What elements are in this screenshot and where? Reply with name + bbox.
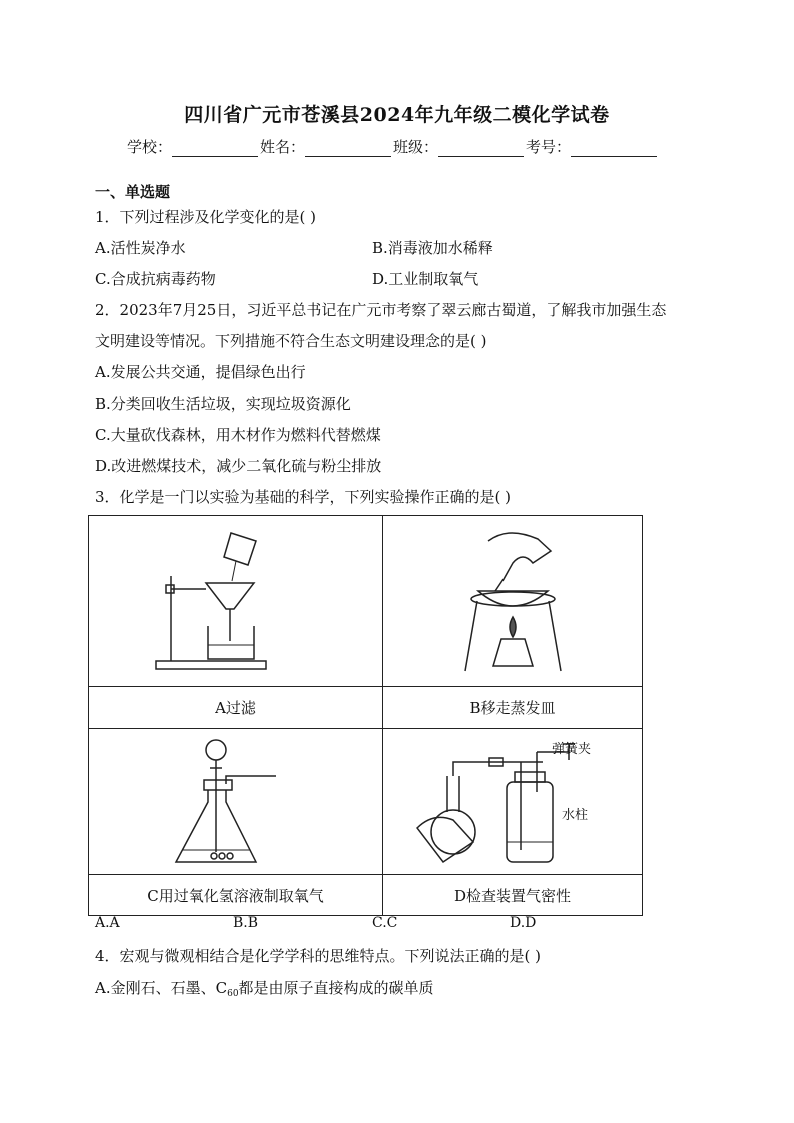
q2-option-c: C.大量砍伐森林，用木材作为燃料代替燃煤 xyxy=(95,426,381,444)
q2-stem-line1: 2．2023年7月25日，习近平总书记在广元市考察了翠云廊古蜀道，了解我市加强生态 xyxy=(95,301,667,319)
q1-option-b: B.消毒液加水稀释 xyxy=(372,239,493,257)
q3-options-table xyxy=(88,515,643,916)
q3-answer-a: A.A xyxy=(95,915,120,931)
exam-no-blank[interactable] xyxy=(571,142,657,157)
q3-caption-d: D检查装置气密性 xyxy=(383,875,643,916)
evaporating-dish-hand-icon xyxy=(433,521,593,681)
q1-option-c: C.合成抗病毒药物 xyxy=(95,270,216,288)
student-info-line xyxy=(127,136,659,157)
q2-stem-line2: 文明建设等情况。下列措施不符合生态文明建设理念的是( ) xyxy=(95,332,487,350)
name-blank[interactable] xyxy=(305,142,391,157)
q3-stem: 3．化学是一门以实验为基础的科学，下列实验操作正确的是( ) xyxy=(95,488,512,506)
q2-option-d: D.改进燃煤技术，减少二氧化硫与粉尘排放 xyxy=(95,457,382,475)
exam-no-label: 考号： xyxy=(526,138,572,156)
q3-image-a-cell xyxy=(89,516,383,687)
class-label: 班级： xyxy=(393,138,439,156)
q2-option-b: B.分类回收生活垃圾，实现垃圾资源化 xyxy=(95,395,351,413)
q4-stem: 4．宏观与微观相结合是化学学科的思维特点。下列说法正确的是( ) xyxy=(95,947,542,965)
q3-caption-b: B移走蒸发皿 xyxy=(383,687,643,729)
q3-caption-c: C用过氧化氢溶液制取氧气 xyxy=(89,875,383,916)
q1-option-a: A.活性炭净水 xyxy=(95,239,186,257)
q3-caption-a: A过滤 xyxy=(89,687,383,729)
class-blank[interactable] xyxy=(438,142,524,157)
q2-option-a: A.发展公共交通，提倡绿色出行 xyxy=(95,363,306,381)
section-heading: 一、单选题 xyxy=(95,183,171,201)
water-column-label: 水柱 xyxy=(562,808,589,823)
q3-image-d-cell xyxy=(383,729,643,875)
filtration-apparatus-icon xyxy=(136,521,336,681)
q4-option-a-sub: 60 xyxy=(227,989,239,999)
q1-stem: 1．下列过程涉及化学变化的是( ) xyxy=(95,208,317,226)
q3-answer-c: C.C xyxy=(372,915,398,931)
q3-image-c-cell xyxy=(89,729,383,875)
q3-answer-b: B.B xyxy=(233,915,259,931)
q4-option-a xyxy=(95,977,434,999)
exam-title: 四川省广元市苍溪县2024年九年级二模化学试卷 xyxy=(184,104,610,126)
school-blank[interactable] xyxy=(172,142,258,157)
q4-option-a-post: 都是由原子直接构成的碳单质 xyxy=(238,979,434,997)
q3-image-b-cell xyxy=(383,516,643,687)
q1-option-d: D.工业制取氧气 xyxy=(372,270,479,288)
q4-option-a-pre: A.金刚石、石墨、C xyxy=(95,979,228,997)
school-label: 学校： xyxy=(127,138,173,156)
q3-answer-d: D.D xyxy=(510,915,537,931)
name-label: 姓名： xyxy=(260,138,306,156)
oxygen-generation-flask-icon xyxy=(156,732,316,872)
spring-clip-label: 弹簧夹 xyxy=(552,742,592,757)
